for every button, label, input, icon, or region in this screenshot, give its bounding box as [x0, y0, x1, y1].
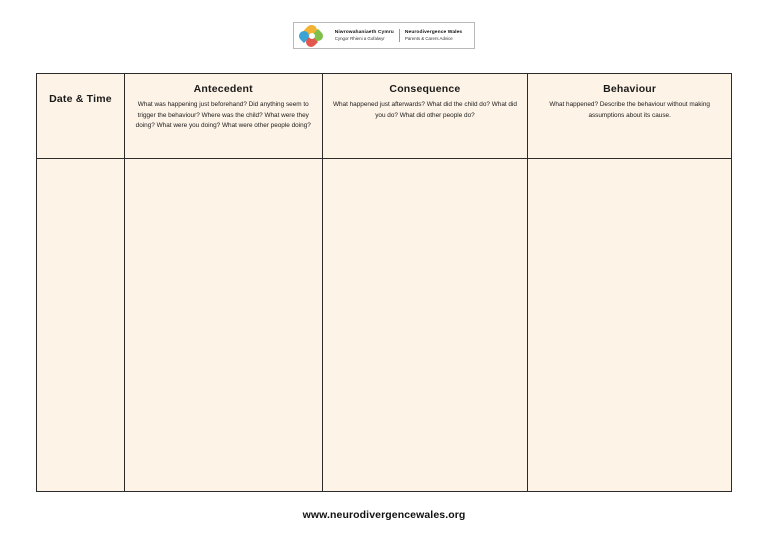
column-header-date-time — [37, 74, 125, 158]
column-title: Date & Time — [49, 93, 112, 105]
logo-welsh-name: Niwrowahaniaeth Cymru — [334, 29, 394, 35]
column-title: Consequence — [389, 83, 461, 95]
abc-recording-table — [36, 73, 732, 492]
cell-behaviour[interactable] — [528, 159, 731, 491]
logo-wordmark — [330, 29, 468, 42]
column-title: Antecedent — [193, 83, 253, 95]
logo-english-tagline: Parents & Carers Advice — [404, 35, 453, 41]
column-header-antecedent — [125, 74, 323, 158]
logo-center-icon — [309, 33, 315, 39]
column-title: Behaviour — [603, 83, 657, 95]
cell-consequence[interactable] — [323, 159, 529, 491]
logo-welsh-block — [330, 29, 400, 42]
column-header-consequence — [323, 74, 529, 158]
table-row — [37, 159, 731, 491]
table-header-row — [37, 74, 731, 159]
column-description: What happened? Describe the behaviour without making assumptions about its cause. — [549, 101, 710, 119]
logo-welsh-tagline: Cyngor Rhieni a Gofalwyr — [334, 35, 385, 41]
logo-box — [293, 22, 476, 49]
cell-date-time[interactable] — [37, 159, 125, 491]
cell-antecedent[interactable] — [125, 159, 323, 491]
logo-header — [0, 22, 768, 49]
logo-english-block — [400, 29, 467, 42]
column-description: What was happening just beforehand? Did anything seem to trigger the behaviour? Where was the child? What were they doing? What were you doing? What were other people doing? — [135, 101, 311, 130]
four-petal-flower-logo-icon — [299, 25, 325, 47]
column-header-behaviour — [528, 74, 731, 158]
footer-website: www.neurodivergencewales.org — [302, 509, 466, 521]
column-description: What happened just afterwards? What did the child do? What did you do? What did other people do? — [332, 101, 517, 119]
logo-english-name: Neurodivergence Wales — [404, 29, 463, 35]
